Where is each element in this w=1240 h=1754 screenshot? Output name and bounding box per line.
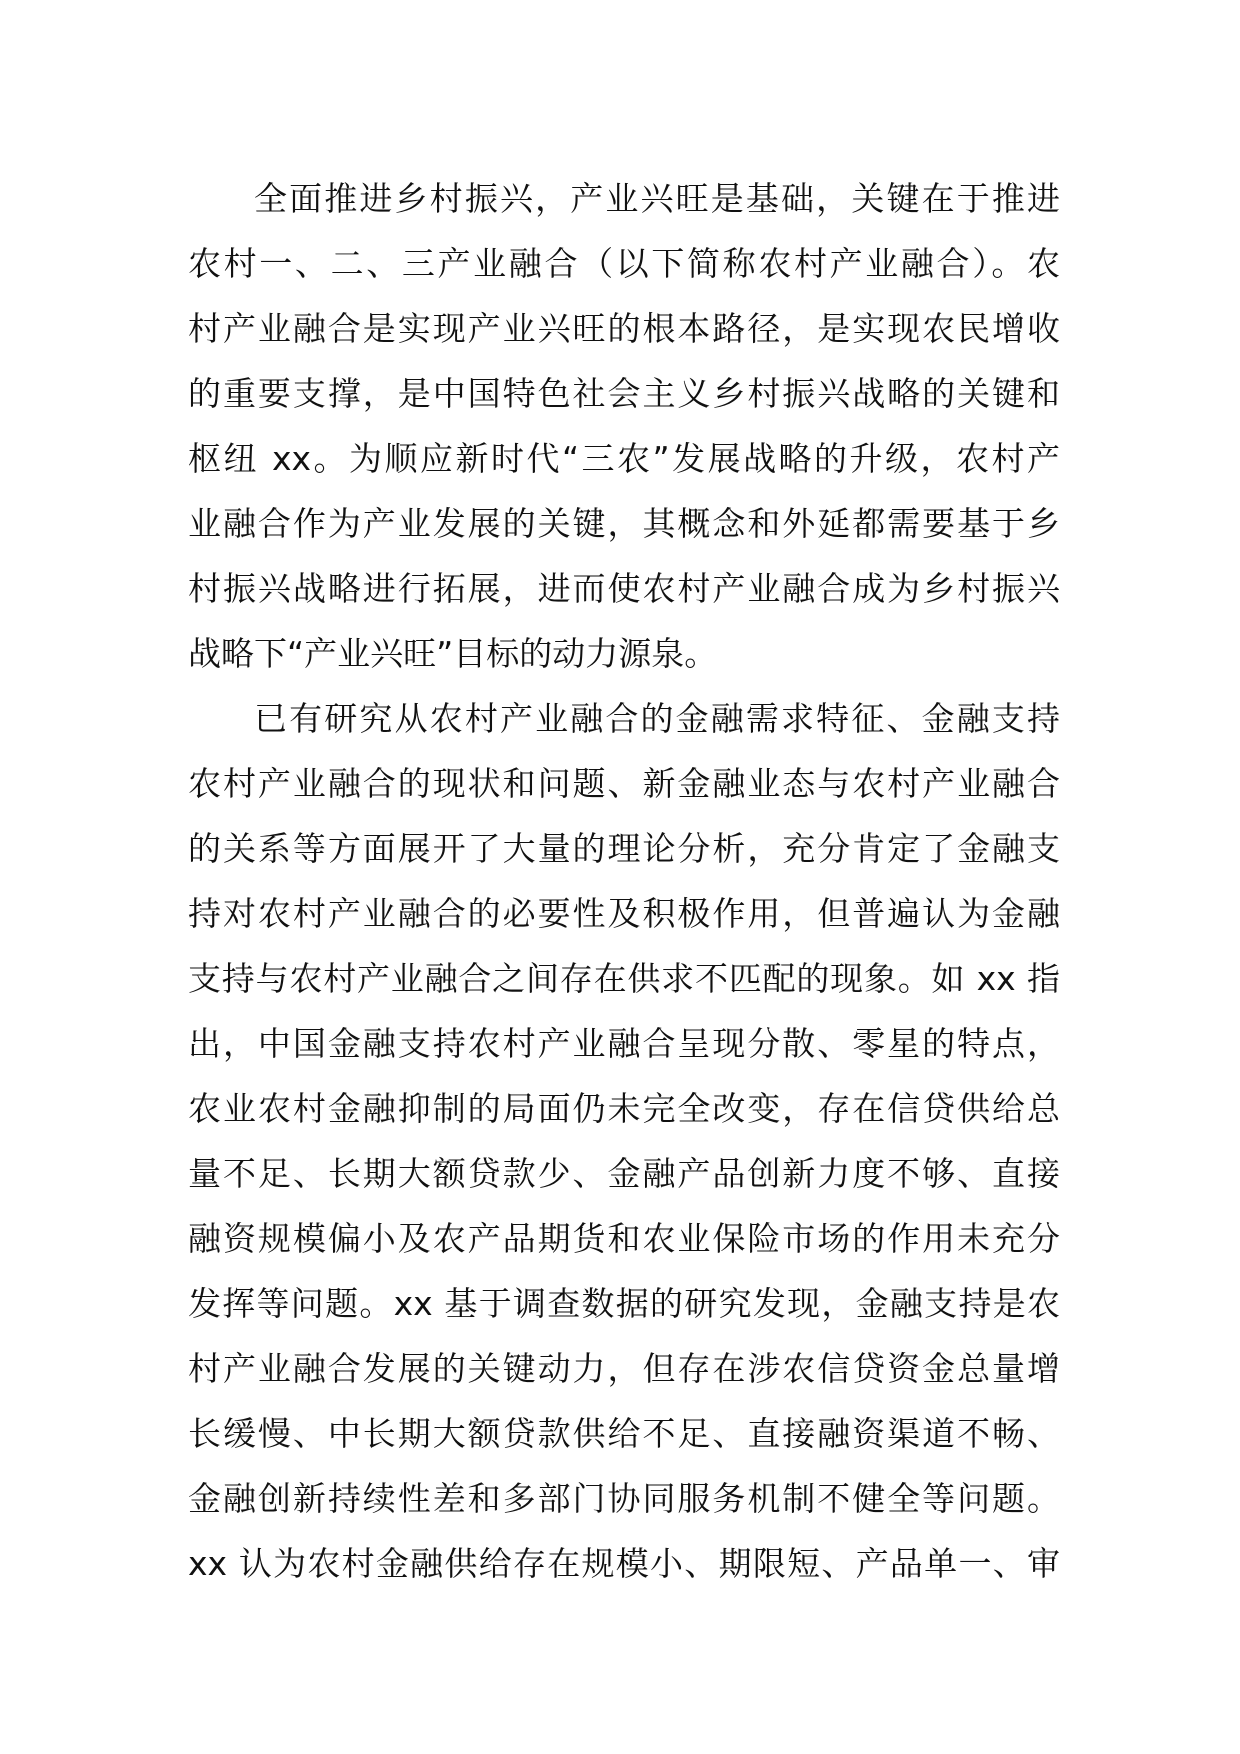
paragraph-line: 发挥等问题。xx 基于调查数据的研究发现，金融支持是农 [188, 1284, 1060, 1323]
paragraph-line: 支持与农村产业融合之间存在供求不匹配的现象。如 xx 指 [188, 959, 1060, 998]
paragraph-line: 长缓慢、中长期大额贷款供给不足、直接融资渠道不畅、 [188, 1414, 1060, 1453]
paragraph-line: 金融创新持续性差和多部门协同服务机制不健全等问题。 [188, 1479, 1060, 1518]
paragraph-2 [188, 686, 1060, 1596]
paragraph-line: 的重要支撑，是中国特色社会主义乡村振兴战略的关键和 [188, 374, 1060, 413]
paragraph-line: xx 认为农村金融供给存在规模小、期限短、产品单一、审 [188, 1544, 1060, 1583]
paragraph-line: 融资规模偏小及农产品期货和农业保险市场的作用未充分 [188, 1219, 1060, 1258]
paragraph-line: 量不足、长期大额贷款少、金融产品创新力度不够、直接 [188, 1154, 1060, 1193]
paragraph-line: 持对农村产业融合的必要性及积极作用，但普遍认为金融 [188, 894, 1060, 933]
paragraph-line: 战略下“产业兴旺”目标的动力源泉。 [188, 634, 718, 673]
paragraph-line: 农村一、二、三产业融合（以下简称农村产业融合）。农 [188, 244, 1060, 283]
document-body [188, 166, 1060, 1596]
paragraph-line: 村产业融合发展的关键动力，但存在涉农信贷资金总量增 [188, 1349, 1060, 1388]
paragraph-line: 出，中国金融支持农村产业融合呈现分散、零星的特点， [188, 1024, 1060, 1063]
paragraph-line: 的关系等方面展开了大量的理论分析，充分肯定了金融支 [188, 829, 1060, 868]
paragraph-line: 村振兴战略进行拓展，进而使农村产业融合成为乡村振兴 [188, 569, 1060, 608]
paragraph-line: 全面推进乡村振兴，产业兴旺是基础，关键在于推进 [254, 179, 1060, 218]
paragraph-line: 农村产业融合的现状和问题、新金融业态与农村产业融合 [188, 764, 1060, 803]
paragraph-line: 农业农村金融抑制的局面仍未完全改变，存在信贷供给总 [188, 1089, 1060, 1128]
paragraph-line: 业融合作为产业发展的关键，其概念和外延都需要基于乡 [188, 504, 1060, 543]
paragraph-line: 枢纽 xx。为顺应新时代“三农”发展战略的升级，农村产 [188, 439, 1060, 478]
paragraph-1 [188, 166, 1060, 686]
paragraph-line: 村产业融合是实现产业兴旺的根本路径，是实现农民增收 [188, 309, 1060, 348]
paragraph-line: 已有研究从农村产业融合的金融需求特征、金融支持 [254, 699, 1060, 738]
